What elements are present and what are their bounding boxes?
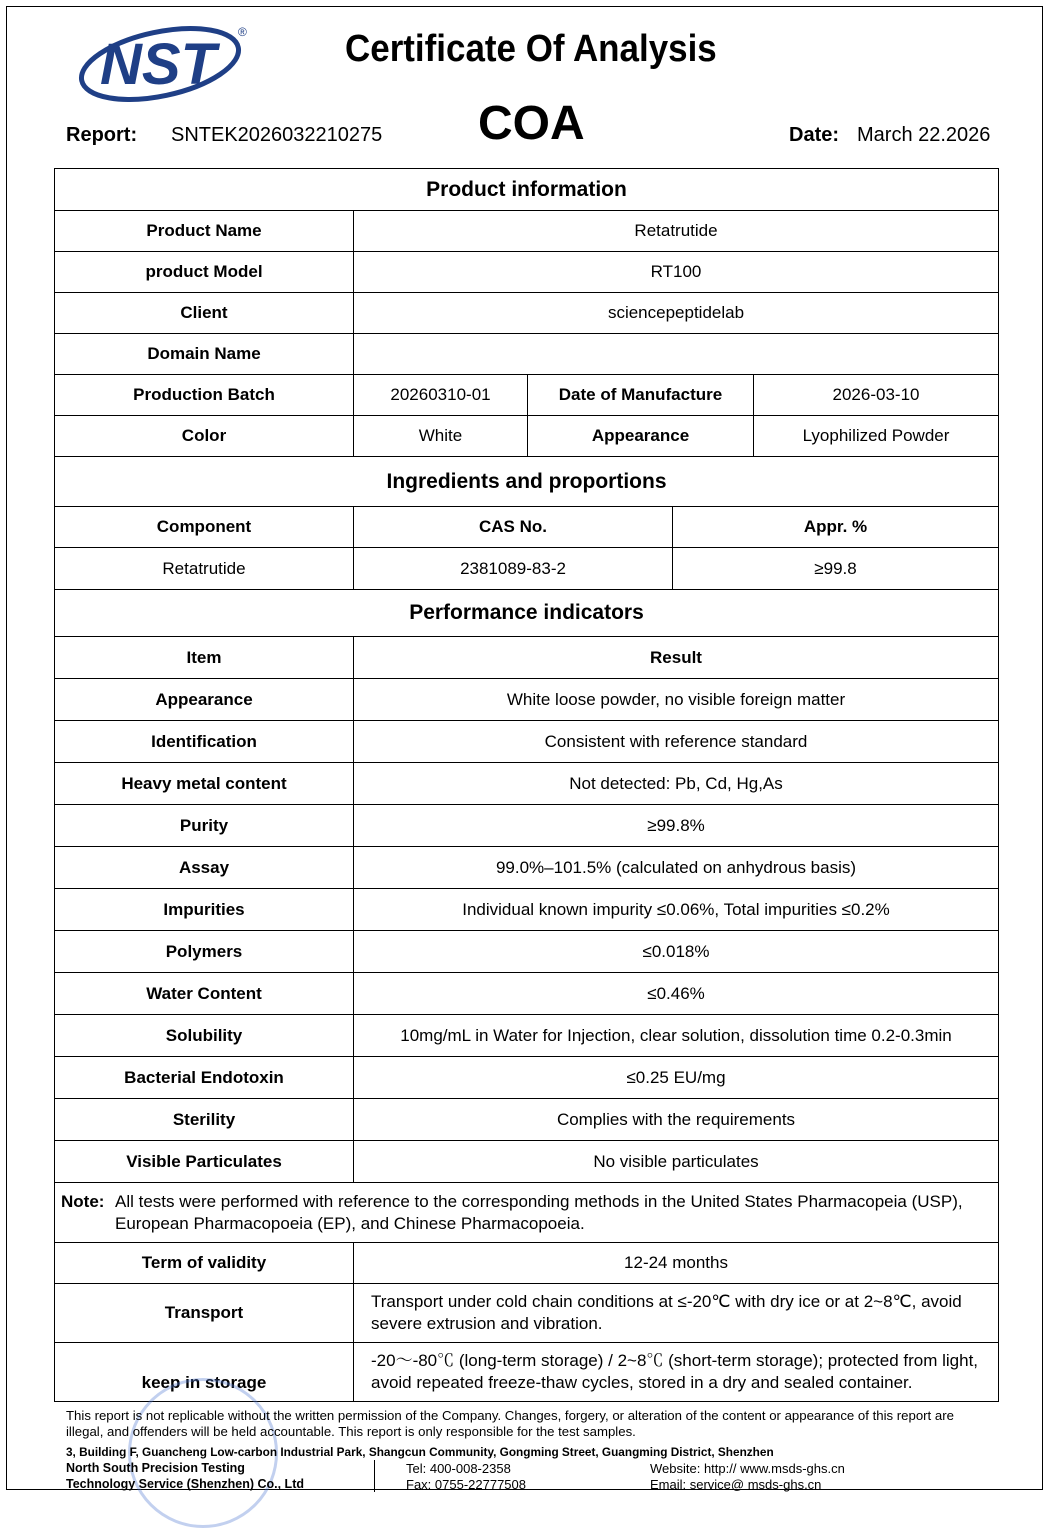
cas-header: CAS No.: [354, 507, 673, 548]
footer-tel: Tel: 400-008-2358: [406, 1461, 511, 1476]
nst-logo-icon: [78, 22, 258, 108]
test-result: ≤0.46%: [354, 973, 999, 1015]
test-item: Identification: [55, 721, 354, 763]
component-header: Component: [55, 507, 354, 548]
ingredients-heading: Ingredients and proportions: [55, 457, 999, 507]
footer-disclaimer: This report is not replicable without the written permission of the Company. Changes, forgery, or alteration of the content or appearance of this report are illegal, and offenders will be held accountable. This report is only responsible for the test samples.: [66, 1408, 954, 1439]
test-item: Impurities: [55, 889, 354, 931]
domain-label: Domain Name: [55, 334, 354, 375]
footer-address: 3, Building F, Guancheng Low-carbon Industrial Park, Shangcun Community, Gongming Street, Guangming District, Shenzhen: [66, 1445, 774, 1459]
client-label: Client: [55, 293, 354, 334]
validity-label: Term of validity: [55, 1243, 354, 1284]
report-date: March 22.2026: [857, 124, 991, 146]
color-value: White: [354, 416, 528, 457]
product-model-label: product Model: [55, 252, 354, 293]
transport-value: Transport under cold chain conditions at ≤-20℃ with dry ice or at 2~8℃, avoid severe extrusion and vibration.: [354, 1284, 999, 1343]
footer-divider: [374, 1460, 375, 1492]
test-item: Visible Particulates: [55, 1141, 354, 1183]
test-item: Sterility: [55, 1099, 354, 1141]
product-info-heading: Product information: [55, 169, 999, 211]
report-number: SNTEK2026032210275: [171, 124, 383, 146]
table-row: [55, 847, 999, 889]
note-label: Note:: [61, 1191, 105, 1211]
cas-value: 2381089-83-2: [354, 548, 673, 590]
test-item: Purity: [55, 805, 354, 847]
table-row: [55, 805, 999, 847]
domain-value: [354, 334, 999, 375]
table-row: [55, 1057, 999, 1099]
color-label: Color: [55, 416, 354, 457]
test-result: White loose powder, no visible foreign matter: [354, 679, 999, 721]
note-text: All tests were performed with reference to the corresponding methods in the United States Pharmacopeia (USP), European Pharmacopoeia (EP), and Chinese Pharmacopoeia.: [115, 1191, 963, 1233]
footer-email: Email: service@ msds-ghs.cn: [650, 1477, 822, 1492]
client-value: sciencepeptidelab: [354, 293, 999, 334]
table-row: [55, 889, 999, 931]
test-result: Consistent with reference standard: [354, 721, 999, 763]
test-item: Assay: [55, 847, 354, 889]
appr-header: Appr. %: [673, 507, 999, 548]
document-subtitle: COA: [478, 97, 585, 150]
batch-label: Production Batch: [55, 375, 354, 416]
appr-value: ≥99.8: [673, 548, 999, 590]
item-header: Item: [55, 637, 354, 679]
performance-heading: Performance indicators: [55, 590, 999, 637]
table-row: [55, 763, 999, 805]
test-item: Solubility: [55, 1015, 354, 1057]
appearance-value: Lyophilized Powder: [754, 416, 999, 457]
table-row: [55, 1141, 999, 1183]
test-result: ≥99.8%: [354, 805, 999, 847]
footer-website: Website: http:// www.msds-ghs.cn: [650, 1461, 845, 1476]
coa-table: [54, 168, 999, 1402]
company-logo: [78, 22, 258, 108]
test-item: Heavy metal content: [55, 763, 354, 805]
product-name-label: Product Name: [55, 211, 354, 252]
footer-fax: Fax: 0755-22777508: [406, 1477, 526, 1492]
test-item: Polymers: [55, 931, 354, 973]
test-result: Not detected: Pb, Cd, Hg,As: [354, 763, 999, 805]
document-title: Certificate Of Analysis: [345, 28, 717, 70]
footer-company-line2: Technology Service (Shenzhen) Co., Ltd: [66, 1477, 304, 1491]
table-row: [55, 721, 999, 763]
validity-value: 12-24 months: [354, 1243, 999, 1284]
mfg-date-value: 2026-03-10: [754, 375, 999, 416]
test-result: Complies with the requirements: [354, 1099, 999, 1141]
test-item: Bacterial Endotoxin: [55, 1057, 354, 1099]
date-label: Date:: [789, 124, 840, 146]
test-item: Appearance: [55, 679, 354, 721]
test-result: ≤0.25 EU/mg: [354, 1057, 999, 1099]
svg-text:NST: NST: [100, 32, 216, 97]
product-name-value: Retatrutide: [354, 211, 999, 252]
test-result: 10mg/mL in Water for Injection, clear solution, dissolution time 0.2-0.3min: [354, 1015, 999, 1057]
test-result: ≤0.018%: [354, 931, 999, 973]
storage-label: keep in storage: [55, 1343, 354, 1402]
table-row: [55, 679, 999, 721]
test-item: Water Content: [55, 973, 354, 1015]
table-row: [55, 1099, 999, 1141]
note-cell: [55, 1183, 999, 1243]
appearance-label: Appearance: [528, 416, 754, 457]
test-result: Individual known impurity ≤0.06%, Total impurities ≤0.2%: [354, 889, 999, 931]
transport-label: Transport: [55, 1284, 354, 1343]
test-result: No visible particulates: [354, 1141, 999, 1183]
report-label: Report:: [66, 124, 138, 146]
svg-text:®: ®: [238, 25, 247, 39]
footer-company-line1: North South Precision Testing: [66, 1461, 245, 1475]
test-result: 99.0%–101.5% (calculated on anhydrous basis): [354, 847, 999, 889]
batch-value: 20260310-01: [354, 375, 528, 416]
table-row: [55, 973, 999, 1015]
storage-value: -20～-80℃ (long-term storage) / 2~8℃ (short-term storage); protected from light, avoid repeated freeze-thaw cycles, stored in a dry and sealed container.: [354, 1343, 999, 1402]
product-model-value: RT100: [354, 252, 999, 293]
table-row: [55, 931, 999, 973]
mfg-date-label: Date of Manufacture: [528, 375, 754, 416]
result-header: Result: [354, 637, 999, 679]
component-value: Retatrutide: [55, 548, 354, 590]
table-row: [55, 1015, 999, 1057]
